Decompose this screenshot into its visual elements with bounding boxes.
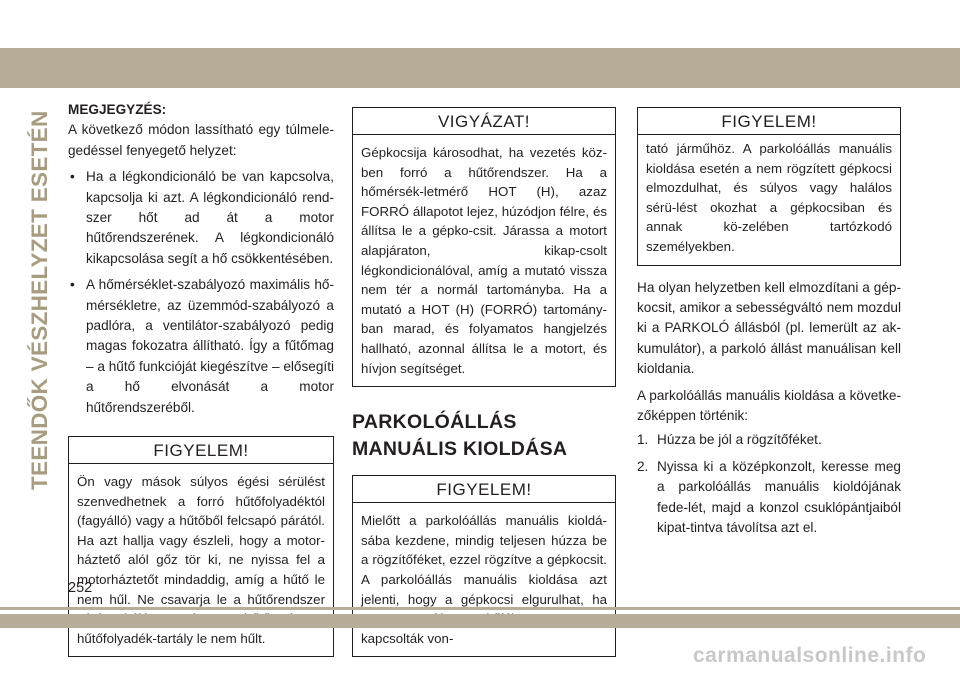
section-title xyxy=(352,409,616,463)
note-bullet-list xyxy=(68,167,334,418)
note-intro: A következő módon lassítható egy túlmele-gedéssel fenyegető helyzet: xyxy=(68,122,334,158)
header-divider xyxy=(0,88,960,92)
note-heading: MEGJEGYZÉS: xyxy=(68,102,167,117)
chapter-side-title: TEENDŐK VÉSZHELYZET ESETÉN xyxy=(27,110,52,490)
body-paragraph: A parkolóállás manuális kioldása a követke-zőképpen történik: xyxy=(637,387,901,423)
step-item xyxy=(637,457,901,539)
steps-list xyxy=(637,430,901,538)
page-number: 252 xyxy=(68,580,93,596)
top-margin xyxy=(0,0,960,48)
warning-box-continued xyxy=(637,107,901,266)
section-title-line: MANUÁLIS KIOLDÁSA xyxy=(352,438,568,461)
warning-text: Ön vagy mások súlyos égési sérülést szenvedhetnek a forró hűtőfolyadéktól (fagyálló) vagy a hűtőből felcsapó párától. Ha azt hallja vagy észleli, hogy a motor-háztető alól gőz tör ki, ne nyissa fel a motorháztetőt mindaddig, amíg a hűtő le nem hűl. Ne csavarja le a hűtőrendszer hűtőfolyadék-tartály le nem hűlt. xyxy=(77,474,325,646)
watermark: carmanualsonline.info xyxy=(693,644,927,667)
warning-text: Mielőtt a parkolóállás manuális kioldá-sába kezdene, mindig teljesen húzza be a rögzítőféket, ezzel rögzítve a gépkocsit. A parkolóállás manuális kioldása azt jelenti, hogy a gépkocsi elgurulhat, ha kapcsolták von- xyxy=(361,513,607,646)
bullet-item: • A hőmérséklet-szabályozó maximális hő-mérsékletre, az üzemmód-szabályozó a padlóra, a ventilátor-szabályozó pedig magas fokozatra állítható. Így a fűtőmag – a hűtő funkcióját kiegészítve – elősegíti a hő elvonását a motor hűtőrendszeréből. xyxy=(68,275,334,418)
step-text: Nyissa ki a középkonzolt, keresse meg a parkolóállás manuális kioldójának fede-lét, majd a konzol csuklópántjaiból kipat-tintva távolítsa azt el. xyxy=(657,458,901,536)
warning-box xyxy=(352,475,616,657)
section-title-line: PARKOLÓÁLLÁS xyxy=(352,411,517,434)
header-band xyxy=(0,48,960,88)
column-right xyxy=(637,107,901,544)
warning-title: FIGYELEM! xyxy=(638,108,900,135)
footer-band xyxy=(0,614,960,628)
column-middle xyxy=(352,107,616,657)
step-text: Húzza be jól a rögzítőféket. xyxy=(657,432,822,448)
caution-text: Gépkocsija károsodhat, ha vezetés köz-ben forró a hűtőrendszer. Ha a hőmérsék-letmérő HOT (H), azaz FORRÓ állapotot lejez, húzódjon félre, és állítsa le a gépko-csit. Járassa a motort alapjáraton, kikap-csolt légkondicionálóval, amíg a mutató vissza nem tér a normál tartományba. Ha a mutató a HOT (H) (FORRÓ) tartomány-ban marad, és folyamatos hangjelzés hallható, azonnal állítsa le a motort, és hívjon segítséget. xyxy=(361,145,607,376)
step-number: 1. xyxy=(637,432,649,448)
footer-divider xyxy=(0,607,960,610)
bullet-item: • Ha a légkondicionáló be van kapcsolva, kapcsolja ki azt. A légkondicionáló rend-szer hőt ad át a motor hűtőrendszerének. A légkondicionáló kikapcsolása segít a hő csökkentésében. xyxy=(68,167,334,269)
warning-title: FIGYELEM! xyxy=(353,476,615,503)
column-left xyxy=(68,100,334,657)
caution-title: VIGYÁZAT! xyxy=(353,108,615,135)
warning-text: tató járműhöz. A parkolóállás manuális kioldása esetén a nem rögzített gépkocsi elmozdulhat, és súlyos vagy halálos sérü-lést okozhat a gépkocsiban és annak kö-zelében tartózkodó személyekben. xyxy=(646,141,892,254)
caution-box xyxy=(352,107,616,387)
warning-title: FIGYELEM! xyxy=(69,437,333,464)
step-number: 2. xyxy=(637,458,649,474)
step-item xyxy=(637,430,901,450)
body-paragraph: Ha olyan helyzetben kell elmozdítani a gép-kocsit, amikor a sebességváltó nem mozdul ki a PARKOLÓ állásból (pl. lemerült az ak-kumulátor), a parkoló állást manuálisan kell kioldania. xyxy=(637,279,901,377)
